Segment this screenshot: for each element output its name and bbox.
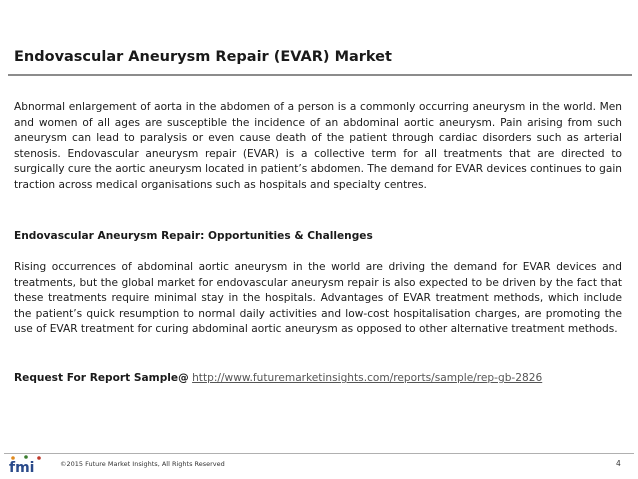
- logo-dot-green: [24, 455, 28, 459]
- page-title: Endovascular Aneurysm Repair (EVAR) Market: [14, 49, 392, 65]
- intro-paragraph: Abnormal enlargement of aorta in the abdomen of a person is a commonly occurring aneurysm in the world. Men and women of all ages are susceptible the incidence of an abdominal aortic aneurysm. Pain arising from such aneurysm can lead to paralysis or even cause death of the patient through cardiac disorders such as arterial stenosis. Endovascular aneurysm repair (EVAR) is a collective term for all treatments that are directed to surgically cure the aortic aneurysm located in patient’s abdomen. The demand for EVAR devices continues to gain traction across medical organisations such as hospitals and specialty centres.: [14, 101, 622, 191]
- copyright-text: ©2015 Future Market Insights, All Rights Reserved: [60, 460, 225, 468]
- footer-divider: [4, 453, 634, 454]
- page-number: 4: [616, 459, 621, 468]
- request-sample-label: Request For Report Sample@: [14, 372, 189, 384]
- logo-text: fmi: [9, 460, 35, 476]
- opportunities-paragraph: Rising occurrences of abdominal aortic aneurysm in the world are driving the demand for EVAR devices and treatments, but the global market for endovascular aneurysm repair is also expected to be driven by the fact that these treatments require minimal stay in the hospitals. Advantages of EVAR treatment methods, which include the patient’s quick resumption to normal daily activities and low-cost hospitalisation charges, are promoting the use of EVAR treatment for curing abdominal aortic aneurysm as opposed to other alternative treatment methods.: [14, 261, 622, 336]
- section-subheading: Endovascular Aneurysm Repair: Opportunities & Challenges: [14, 230, 373, 242]
- request-sample-link[interactable]: http://www.futuremarketinsights.com/reports/sample/rep-gb-2826: [192, 372, 543, 384]
- fmi-logo-icon: [6, 452, 46, 476]
- logo-dot-red: [37, 456, 41, 460]
- title-divider: [8, 74, 632, 76]
- request-sample-line: [14, 371, 542, 387]
